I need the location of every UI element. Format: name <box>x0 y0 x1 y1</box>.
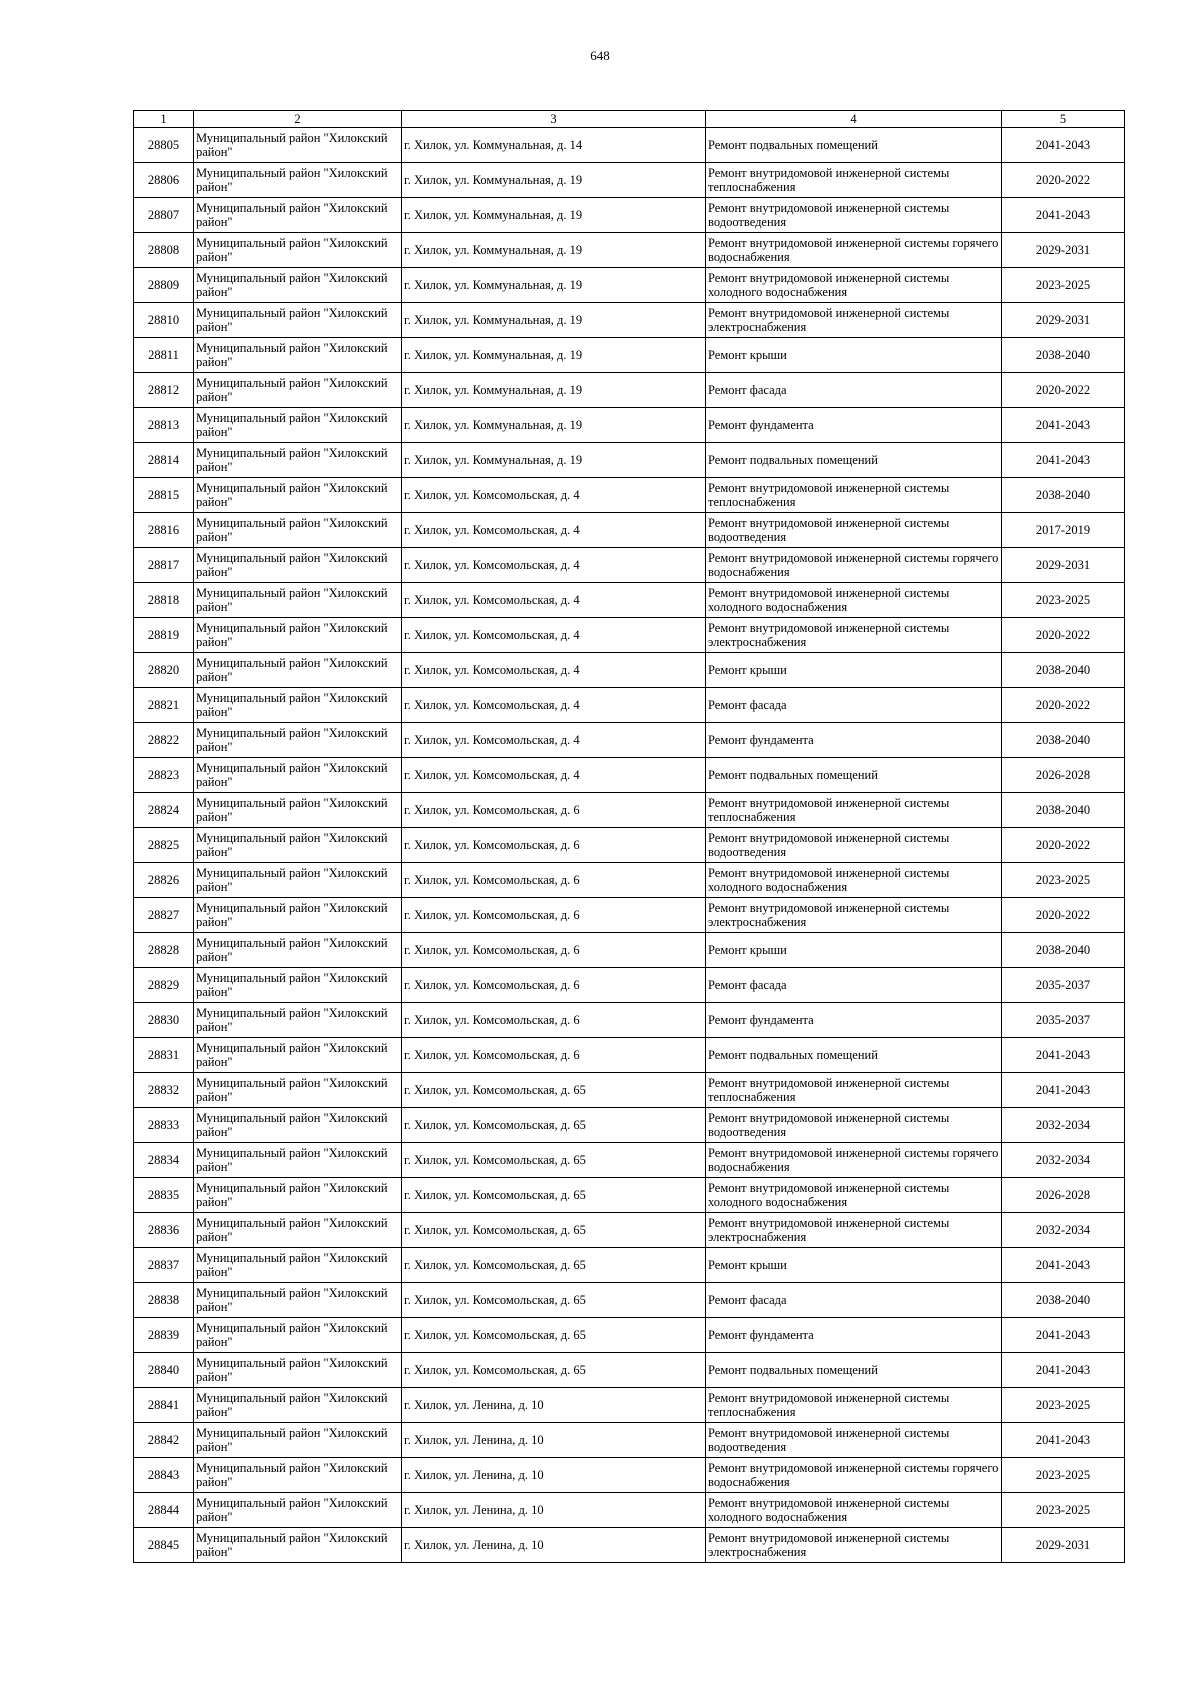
municipality-cell: Муниципальный район "Хилокский район" <box>194 793 402 828</box>
work-type-cell: Ремонт внутридомовой инженерной системы водоотведения <box>706 1108 1002 1143</box>
period-cell: 2020-2022 <box>1002 618 1125 653</box>
address-cell: г. Хилок, ул. Коммунальная, д. 19 <box>402 233 706 268</box>
table-row <box>134 163 1125 198</box>
work-type-cell: Ремонт внутридомовой инженерной системы теплоснабжения <box>706 1388 1002 1423</box>
municipality-cell: Муниципальный район "Хилокский район" <box>194 898 402 933</box>
row-number-cell: 28834 <box>134 1143 194 1178</box>
period-cell: 2041-2043 <box>1002 198 1125 233</box>
address-cell: г. Хилок, ул. Коммунальная, д. 19 <box>402 198 706 233</box>
period-cell: 2020-2022 <box>1002 373 1125 408</box>
work-type-cell: Ремонт фундамента <box>706 408 1002 443</box>
row-number-cell: 28842 <box>134 1423 194 1458</box>
municipality-cell: Муниципальный район "Хилокский район" <box>194 1458 402 1493</box>
municipality-cell: Муниципальный район "Хилокский район" <box>194 1353 402 1388</box>
municipality-cell: Муниципальный район "Хилокский район" <box>194 933 402 968</box>
municipality-cell: Муниципальный район "Хилокский район" <box>194 1248 402 1283</box>
row-number-cell: 28832 <box>134 1073 194 1108</box>
row-number-cell: 28837 <box>134 1248 194 1283</box>
work-type-cell: Ремонт внутридомовой инженерной системы горячего водоснабжения <box>706 233 1002 268</box>
work-type-cell: Ремонт внутридомовой инженерной системы холодного водоснабжения <box>706 268 1002 303</box>
period-cell: 2029-2031 <box>1002 1528 1125 1563</box>
address-cell: г. Хилок, ул. Коммунальная, д. 19 <box>402 373 706 408</box>
table-row <box>134 758 1125 793</box>
row-number-cell: 28807 <box>134 198 194 233</box>
table-row <box>134 1038 1125 1073</box>
period-cell: 2020-2022 <box>1002 898 1125 933</box>
column-header: 5 <box>1002 111 1125 128</box>
row-number-cell: 28813 <box>134 408 194 443</box>
table-row <box>134 338 1125 373</box>
address-cell: г. Хилок, ул. Комсомольская, д. 4 <box>402 653 706 688</box>
work-type-cell: Ремонт внутридомовой инженерной системы горячего водоснабжения <box>706 1143 1002 1178</box>
period-cell: 2041-2043 <box>1002 1073 1125 1108</box>
table-row <box>134 1423 1125 1458</box>
row-number-cell: 28808 <box>134 233 194 268</box>
table-row <box>134 793 1125 828</box>
address-cell: г. Хилок, ул. Комсомольская, д. 65 <box>402 1143 706 1178</box>
period-cell: 2038-2040 <box>1002 793 1125 828</box>
work-type-cell: Ремонт внутридомовой инженерной системы холодного водоснабжения <box>706 1178 1002 1213</box>
row-number-cell: 28835 <box>134 1178 194 1213</box>
period-cell: 2041-2043 <box>1002 408 1125 443</box>
address-cell: г. Хилок, ул. Комсомольская, д. 4 <box>402 758 706 793</box>
column-header: 2 <box>194 111 402 128</box>
period-cell: 2020-2022 <box>1002 828 1125 863</box>
row-number-cell: 28839 <box>134 1318 194 1353</box>
municipality-cell: Муниципальный район "Хилокский район" <box>194 268 402 303</box>
work-type-cell: Ремонт крыши <box>706 653 1002 688</box>
work-type-cell: Ремонт крыши <box>706 1248 1002 1283</box>
work-type-cell: Ремонт внутридомовой инженерной системы электроснабжения <box>706 1213 1002 1248</box>
row-number-cell: 28831 <box>134 1038 194 1073</box>
table-row <box>134 478 1125 513</box>
row-number-cell: 28815 <box>134 478 194 513</box>
municipality-cell: Муниципальный район "Хилокский район" <box>194 1318 402 1353</box>
table-row <box>134 1388 1125 1423</box>
municipality-cell: Муниципальный район "Хилокский район" <box>194 863 402 898</box>
period-cell: 2038-2040 <box>1002 723 1125 758</box>
work-type-cell: Ремонт внутридомовой инженерной системы холодного водоснабжения <box>706 1493 1002 1528</box>
municipality-cell: Муниципальный район "Хилокский район" <box>194 408 402 443</box>
municipality-cell: Муниципальный район "Хилокский район" <box>194 233 402 268</box>
row-number-cell: 28812 <box>134 373 194 408</box>
address-cell: г. Хилок, ул. Комсомольская, д. 6 <box>402 968 706 1003</box>
period-cell: 2038-2040 <box>1002 338 1125 373</box>
address-cell: г. Хилок, ул. Комсомольская, д. 65 <box>402 1318 706 1353</box>
row-number-cell: 28836 <box>134 1213 194 1248</box>
period-cell: 2041-2043 <box>1002 443 1125 478</box>
address-cell: г. Хилок, ул. Коммунальная, д. 19 <box>402 303 706 338</box>
row-number-cell: 28841 <box>134 1388 194 1423</box>
period-cell: 2032-2034 <box>1002 1143 1125 1178</box>
table-row <box>134 233 1125 268</box>
address-cell: г. Хилок, ул. Коммунальная, д. 19 <box>402 408 706 443</box>
work-type-cell: Ремонт внутридомовой инженерной системы холодного водоснабжения <box>706 583 1002 618</box>
row-number-cell: 28816 <box>134 513 194 548</box>
work-type-cell: Ремонт внутридомовой инженерной системы горячего водоснабжения <box>706 1458 1002 1493</box>
table-row <box>134 863 1125 898</box>
work-type-cell: Ремонт подвальных помещений <box>706 443 1002 478</box>
municipality-cell: Муниципальный район "Хилокский район" <box>194 1213 402 1248</box>
period-cell: 2020-2022 <box>1002 163 1125 198</box>
address-cell: г. Хилок, ул. Комсомольская, д. 6 <box>402 793 706 828</box>
address-cell: г. Хилок, ул. Комсомольская, д. 4 <box>402 583 706 618</box>
address-cell: г. Хилок, ул. Комсомольская, д. 6 <box>402 863 706 898</box>
row-number-cell: 28825 <box>134 828 194 863</box>
period-cell: 2041-2043 <box>1002 1248 1125 1283</box>
table-row <box>134 128 1125 163</box>
table-row <box>134 933 1125 968</box>
address-cell: г. Хилок, ул. Комсомольская, д. 6 <box>402 1038 706 1073</box>
address-cell: г. Хилок, ул. Ленина, д. 10 <box>402 1423 706 1458</box>
table-row <box>134 583 1125 618</box>
municipality-cell: Муниципальный район "Хилокский район" <box>194 478 402 513</box>
period-cell: 2041-2043 <box>1002 1423 1125 1458</box>
address-cell: г. Хилок, ул. Ленина, д. 10 <box>402 1493 706 1528</box>
table-row <box>134 723 1125 758</box>
municipality-cell: Муниципальный район "Хилокский район" <box>194 758 402 793</box>
table-row <box>134 303 1125 338</box>
address-cell: г. Хилок, ул. Коммунальная, д. 19 <box>402 338 706 373</box>
table-row <box>134 443 1125 478</box>
municipality-cell: Муниципальный район "Хилокский район" <box>194 1003 402 1038</box>
address-cell: г. Хилок, ул. Комсомольская, д. 65 <box>402 1353 706 1388</box>
municipality-cell: Муниципальный район "Хилокский район" <box>194 128 402 163</box>
address-cell: г. Хилок, ул. Комсомольская, д. 65 <box>402 1073 706 1108</box>
period-cell: 2041-2043 <box>1002 1318 1125 1353</box>
work-type-cell: Ремонт подвальных помещений <box>706 1353 1002 1388</box>
municipality-cell: Муниципальный район "Хилокский район" <box>194 1038 402 1073</box>
row-number-cell: 28826 <box>134 863 194 898</box>
municipality-cell: Муниципальный район "Хилокский район" <box>194 443 402 478</box>
row-number-cell: 28811 <box>134 338 194 373</box>
column-header: 3 <box>402 111 706 128</box>
municipality-cell: Муниципальный район "Хилокский район" <box>194 583 402 618</box>
row-number-cell: 28833 <box>134 1108 194 1143</box>
address-cell: г. Хилок, ул. Коммунальная, д. 14 <box>402 128 706 163</box>
address-cell: г. Хилок, ул. Комсомольская, д. 4 <box>402 513 706 548</box>
table-row <box>134 408 1125 443</box>
address-cell: г. Хилок, ул. Комсомольская, д. 6 <box>402 1003 706 1038</box>
table-row <box>134 1528 1125 1563</box>
municipality-cell: Муниципальный район "Хилокский район" <box>194 1388 402 1423</box>
period-cell: 2020-2022 <box>1002 688 1125 723</box>
table-row <box>134 1108 1125 1143</box>
work-type-cell: Ремонт крыши <box>706 933 1002 968</box>
period-cell: 2041-2043 <box>1002 1038 1125 1073</box>
period-cell: 2023-2025 <box>1002 1458 1125 1493</box>
address-cell: г. Хилок, ул. Комсомольская, д. 65 <box>402 1213 706 1248</box>
address-cell: г. Хилок, ул. Ленина, д. 10 <box>402 1528 706 1563</box>
period-cell: 2029-2031 <box>1002 548 1125 583</box>
work-type-cell: Ремонт подвальных помещений <box>706 128 1002 163</box>
period-cell: 2038-2040 <box>1002 478 1125 513</box>
row-number-cell: 28810 <box>134 303 194 338</box>
row-number-cell: 28829 <box>134 968 194 1003</box>
row-number-cell: 28844 <box>134 1493 194 1528</box>
row-number-cell: 28840 <box>134 1353 194 1388</box>
column-number-header-row <box>134 111 1125 128</box>
municipality-cell: Муниципальный район "Хилокский район" <box>194 303 402 338</box>
table-row <box>134 1213 1125 1248</box>
row-number-cell: 28830 <box>134 1003 194 1038</box>
address-cell: г. Хилок, ул. Комсомольская, д. 4 <box>402 618 706 653</box>
municipality-cell: Муниципальный район "Хилокский район" <box>194 1493 402 1528</box>
column-header: 1 <box>134 111 194 128</box>
table-row <box>134 618 1125 653</box>
repair-schedule-table <box>133 110 1125 1563</box>
table-row <box>134 198 1125 233</box>
municipality-cell: Муниципальный район "Хилокский район" <box>194 1178 402 1213</box>
table-row <box>134 1073 1125 1108</box>
municipality-cell: Муниципальный район "Хилокский район" <box>194 1143 402 1178</box>
period-cell: 2029-2031 <box>1002 233 1125 268</box>
table-row <box>134 898 1125 933</box>
period-cell: 2017-2019 <box>1002 513 1125 548</box>
work-type-cell: Ремонт крыши <box>706 338 1002 373</box>
municipality-cell: Муниципальный район "Хилокский район" <box>194 548 402 583</box>
row-number-cell: 28819 <box>134 618 194 653</box>
period-cell: 2029-2031 <box>1002 303 1125 338</box>
period-cell: 2023-2025 <box>1002 1493 1125 1528</box>
work-type-cell: Ремонт фундамента <box>706 723 1002 758</box>
address-cell: г. Хилок, ул. Комсомольская, д. 65 <box>402 1178 706 1213</box>
address-cell: г. Хилок, ул. Коммунальная, д. 19 <box>402 163 706 198</box>
address-cell: г. Хилок, ул. Комсомольская, д. 4 <box>402 688 706 723</box>
work-type-cell: Ремонт фасада <box>706 688 1002 723</box>
table-row <box>134 373 1125 408</box>
period-cell: 2032-2034 <box>1002 1213 1125 1248</box>
work-type-cell: Ремонт внутридомовой инженерной системы электроснабжения <box>706 1528 1002 1563</box>
row-number-cell: 28845 <box>134 1528 194 1563</box>
column-header: 4 <box>706 111 1002 128</box>
work-type-cell: Ремонт фасада <box>706 373 1002 408</box>
work-type-cell: Ремонт внутридомовой инженерной системы водоотведения <box>706 198 1002 233</box>
period-cell: 2041-2043 <box>1002 128 1125 163</box>
table-row <box>134 828 1125 863</box>
period-cell: 2035-2037 <box>1002 968 1125 1003</box>
work-type-cell: Ремонт подвальных помещений <box>706 758 1002 793</box>
table-row <box>134 1353 1125 1388</box>
row-number-cell: 28827 <box>134 898 194 933</box>
work-type-cell: Ремонт внутридомовой инженерной системы электроснабжения <box>706 303 1002 338</box>
municipality-cell: Муниципальный район "Хилокский район" <box>194 373 402 408</box>
municipality-cell: Муниципальный район "Хилокский район" <box>194 198 402 233</box>
address-cell: г. Хилок, ул. Коммунальная, д. 19 <box>402 443 706 478</box>
municipality-cell: Муниципальный район "Хилокский район" <box>194 1528 402 1563</box>
work-type-cell: Ремонт внутридомовой инженерной системы водоотведения <box>706 513 1002 548</box>
row-number-cell: 28823 <box>134 758 194 793</box>
work-type-cell: Ремонт внутридомовой инженерной системы водоотведения <box>706 1423 1002 1458</box>
work-type-cell: Ремонт внутридомовой инженерной системы электроснабжения <box>706 898 1002 933</box>
table-row <box>134 268 1125 303</box>
period-cell: 2023-2025 <box>1002 863 1125 898</box>
address-cell: г. Хилок, ул. Комсомольская, д. 6 <box>402 933 706 968</box>
period-cell: 2026-2028 <box>1002 1178 1125 1213</box>
work-type-cell: Ремонт подвальных помещений <box>706 1038 1002 1073</box>
work-type-cell: Ремонт внутридомовой инженерной системы теплоснабжения <box>706 478 1002 513</box>
municipality-cell: Муниципальный район "Хилокский район" <box>194 1108 402 1143</box>
work-type-cell: Ремонт внутридомовой инженерной системы электроснабжения <box>706 618 1002 653</box>
address-cell: г. Хилок, ул. Ленина, д. 10 <box>402 1458 706 1493</box>
period-cell: 2023-2025 <box>1002 1388 1125 1423</box>
work-type-cell: Ремонт фасада <box>706 968 1002 1003</box>
table-row <box>134 548 1125 583</box>
address-cell: г. Хилок, ул. Ленина, д. 10 <box>402 1388 706 1423</box>
municipality-cell: Муниципальный район "Хилокский район" <box>194 618 402 653</box>
work-type-cell: Ремонт фасада <box>706 1283 1002 1318</box>
table-row <box>134 688 1125 723</box>
row-number-cell: 28821 <box>134 688 194 723</box>
table-row <box>134 653 1125 688</box>
period-cell: 2038-2040 <box>1002 653 1125 688</box>
municipality-cell: Муниципальный район "Хилокский район" <box>194 513 402 548</box>
period-cell: 2026-2028 <box>1002 758 1125 793</box>
table-row <box>134 1003 1125 1038</box>
period-cell: 2041-2043 <box>1002 1353 1125 1388</box>
row-number-cell: 28843 <box>134 1458 194 1493</box>
row-number-cell: 28838 <box>134 1283 194 1318</box>
municipality-cell: Муниципальный район "Хилокский район" <box>194 688 402 723</box>
work-type-cell: Ремонт фундамента <box>706 1003 1002 1038</box>
municipality-cell: Муниципальный район "Хилокский район" <box>194 338 402 373</box>
address-cell: г. Хилок, ул. Комсомольская, д. 65 <box>402 1248 706 1283</box>
work-type-cell: Ремонт внутридомовой инженерной системы горячего водоснабжения <box>706 548 1002 583</box>
row-number-cell: 28805 <box>134 128 194 163</box>
table-row <box>134 1458 1125 1493</box>
period-cell: 2038-2040 <box>1002 1283 1125 1318</box>
period-cell: 2035-2037 <box>1002 1003 1125 1038</box>
table-row <box>134 1493 1125 1528</box>
row-number-cell: 28828 <box>134 933 194 968</box>
period-cell: 2023-2025 <box>1002 268 1125 303</box>
row-number-cell: 28824 <box>134 793 194 828</box>
address-cell: г. Хилок, ул. Комсомольская, д. 65 <box>402 1283 706 1318</box>
row-number-cell: 28814 <box>134 443 194 478</box>
municipality-cell: Муниципальный район "Хилокский район" <box>194 1423 402 1458</box>
address-cell: г. Хилок, ул. Комсомольская, д. 65 <box>402 1108 706 1143</box>
address-cell: г. Хилок, ул. Комсомольская, д. 6 <box>402 898 706 933</box>
address-cell: г. Хилок, ул. Комсомольская, д. 4 <box>402 548 706 583</box>
row-number-cell: 28817 <box>134 548 194 583</box>
work-type-cell: Ремонт фундамента <box>706 1318 1002 1353</box>
table-body <box>134 128 1125 1563</box>
address-cell: г. Хилок, ул. Комсомольская, д. 6 <box>402 828 706 863</box>
table-row <box>134 1143 1125 1178</box>
municipality-cell: Муниципальный район "Хилокский район" <box>194 163 402 198</box>
table-row <box>134 968 1125 1003</box>
period-cell: 2023-2025 <box>1002 583 1125 618</box>
work-type-cell: Ремонт внутридомовой инженерной системы холодного водоснабжения <box>706 863 1002 898</box>
table-row <box>134 1178 1125 1213</box>
page-number: 648 <box>590 48 610 63</box>
table-row <box>134 513 1125 548</box>
row-number-cell: 28818 <box>134 583 194 618</box>
row-number-cell: 28820 <box>134 653 194 688</box>
row-number-cell: 28822 <box>134 723 194 758</box>
table-row <box>134 1248 1125 1283</box>
work-type-cell: Ремонт внутридомовой инженерной системы водоотведения <box>706 828 1002 863</box>
row-number-cell: 28809 <box>134 268 194 303</box>
address-cell: г. Хилок, ул. Комсомольская, д. 4 <box>402 723 706 758</box>
work-type-cell: Ремонт внутридомовой инженерной системы теплоснабжения <box>706 163 1002 198</box>
address-cell: г. Хилок, ул. Коммунальная, д. 19 <box>402 268 706 303</box>
municipality-cell: Муниципальный район "Хилокский район" <box>194 968 402 1003</box>
table-row <box>134 1283 1125 1318</box>
work-type-cell: Ремонт внутридомовой инженерной системы теплоснабжения <box>706 1073 1002 1108</box>
municipality-cell: Муниципальный район "Хилокский район" <box>194 653 402 688</box>
period-cell: 2032-2034 <box>1002 1108 1125 1143</box>
municipality-cell: Муниципальный район "Хилокский район" <box>194 828 402 863</box>
address-cell: г. Хилок, ул. Комсомольская, д. 4 <box>402 478 706 513</box>
period-cell: 2038-2040 <box>1002 933 1125 968</box>
municipality-cell: Муниципальный район "Хилокский район" <box>194 1283 402 1318</box>
municipality-cell: Муниципальный район "Хилокский район" <box>194 1073 402 1108</box>
work-type-cell: Ремонт внутридомовой инженерной системы теплоснабжения <box>706 793 1002 828</box>
row-number-cell: 28806 <box>134 163 194 198</box>
municipality-cell: Муниципальный район "Хилокский район" <box>194 723 402 758</box>
table-row <box>134 1318 1125 1353</box>
